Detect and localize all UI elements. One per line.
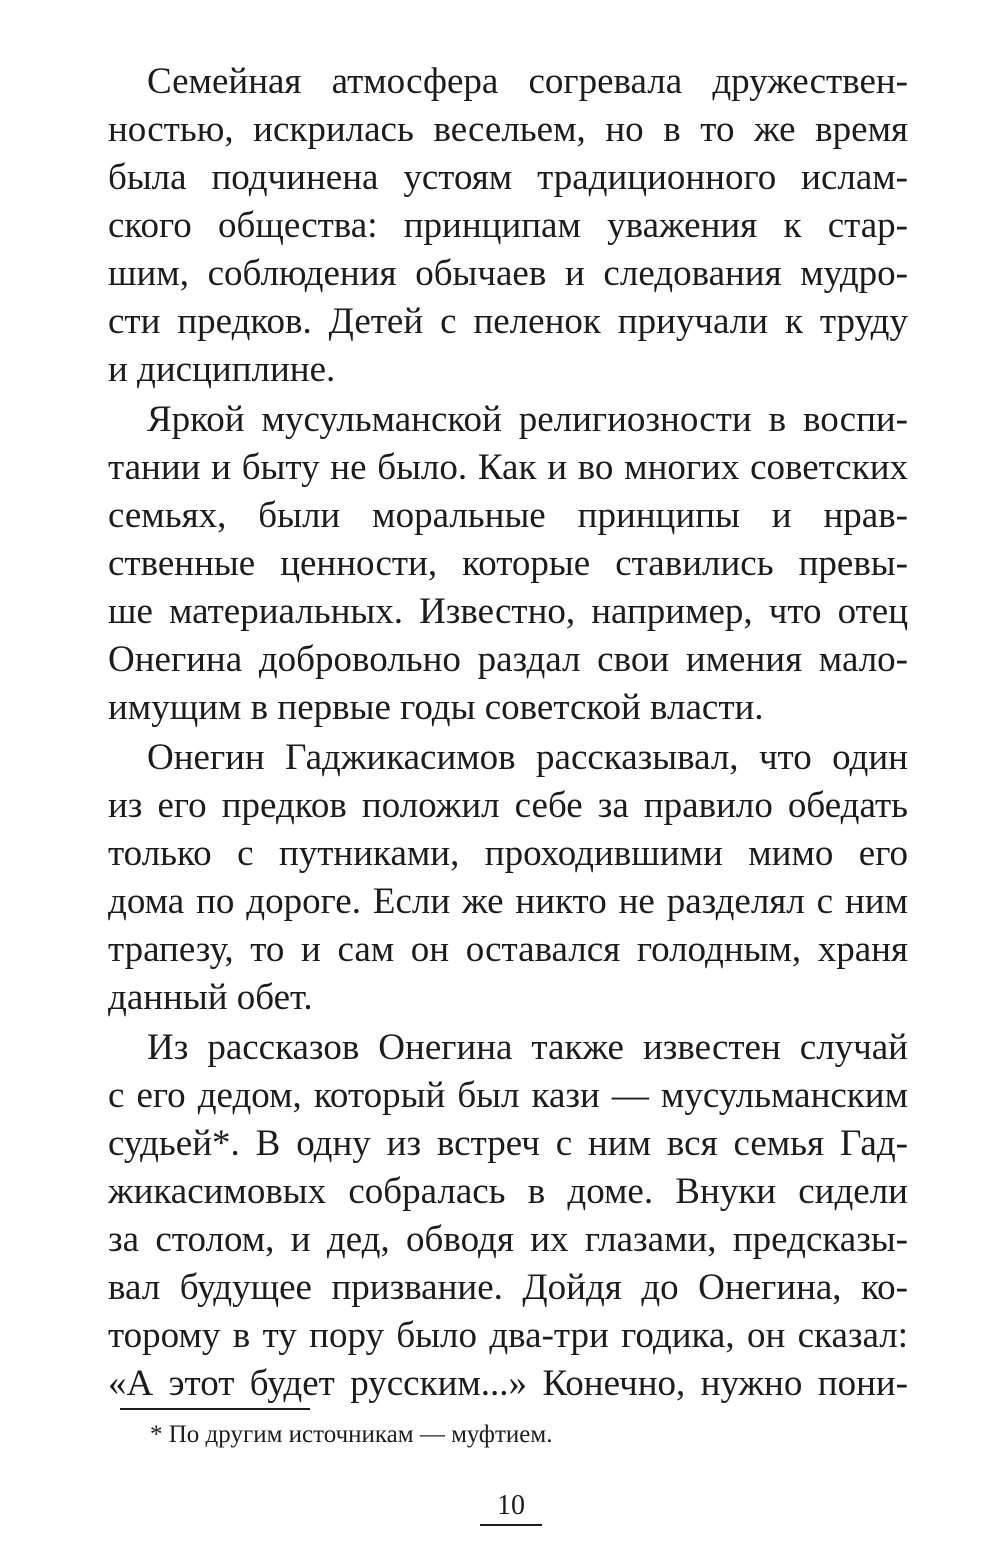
text-line: имущим в первые годы советской власти.: [108, 687, 764, 728]
text-line: трапезу, то и сам он оставался голодным, храня: [108, 929, 908, 970]
text-line: была подчинена устоям традиционного ислам-: [108, 157, 908, 198]
text-line: Онегина добровольно раздал свои имения мало-: [108, 639, 908, 680]
text-line: из его предков положил себе за правило обедать: [108, 785, 908, 826]
text-line: судьей*. В одну из встреч с ним вся семья Гад-: [108, 1123, 908, 1164]
text-line: Из рассказов Онегина также известен случай: [147, 1027, 908, 1068]
text-line: шим, соблюдения обычаев и следования мудро-: [108, 253, 908, 294]
text-line: за столом, и дед, обводя их глазами, предсказы-: [108, 1219, 908, 1260]
text-line: ского общества: принципам уважения к стар-: [108, 205, 908, 246]
text-line: Семейная атмосфера согревала дружествен-: [147, 61, 908, 102]
text-line: ностью, искрилась весельем, но в то же время: [108, 109, 908, 150]
text-line: Яркой мусульманской религиозности в воспи-: [147, 399, 908, 440]
text-line: семьях, были моральные принципы и нрав-: [108, 495, 908, 536]
page-number: 10: [480, 1488, 542, 1526]
footnote: * По другим источникам — муфтием.: [150, 1421, 553, 1448]
text-line: ственные ценности, которые ставились превы-: [108, 543, 908, 584]
text-line: данный обет.: [108, 977, 313, 1018]
text-line: и дисциплине.: [108, 349, 336, 390]
text-line: сти предков. Детей с пеленок приучали к труду: [108, 301, 908, 342]
text-line: «А этот будет русским...» Конечно, нужно пони-: [108, 1363, 908, 1404]
text-line: торому в ту пору было два-три годика, он сказал:: [108, 1315, 908, 1356]
text-line: Онегин Гаджикасимов рассказывал, что один: [147, 737, 908, 778]
text-line: с его дедом, который был кази — мусульманским: [108, 1075, 908, 1116]
text-line: вал будущее призвание. Дойдя до Онегина, ко-: [108, 1267, 908, 1308]
text-line: ше материальных. Известно, например, что отец: [108, 591, 908, 632]
text-line: жикасимовых собралась в доме. Внуки сидели: [108, 1171, 908, 1212]
text-line: тании и быту не было. Как и во многих советских: [108, 447, 908, 488]
text-line: только с путниками, проходившими мимо его: [108, 833, 908, 874]
text-line: дома по дороге. Если же никто не разделял с ним: [108, 881, 908, 922]
